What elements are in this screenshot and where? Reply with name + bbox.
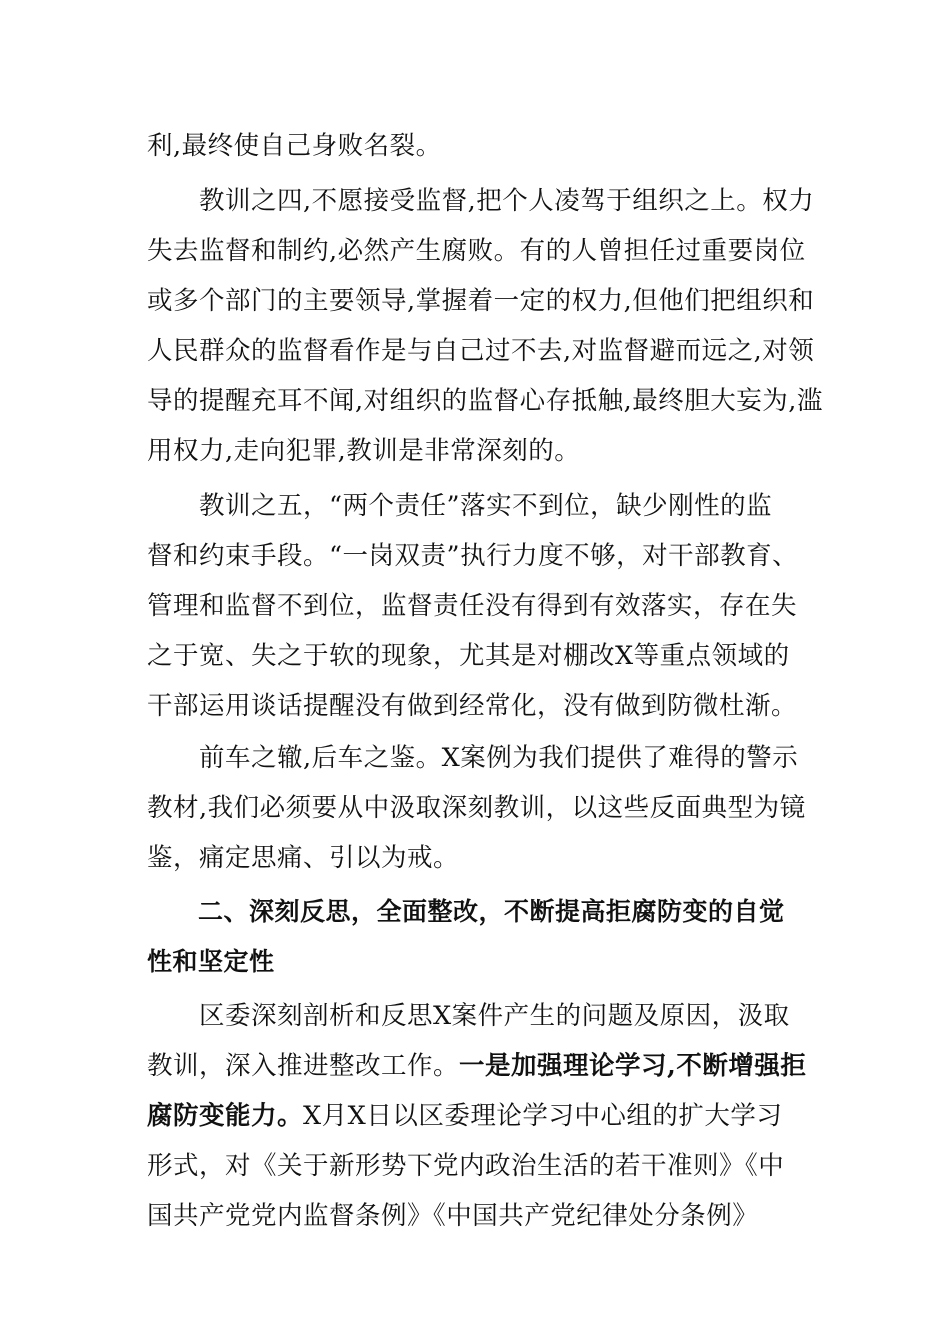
bold-phrase: 腐防变能力。 [147, 1101, 304, 1131]
paragraph-text: 教训，深入推进整改工作。 [147, 1051, 460, 1081]
paragraph-line-20: 国共产党党内监督条例》《中国共产党纪律处分条例》 [147, 1201, 759, 1231]
paragraph-line-15: 鉴，痛定思痛、引以为戒。 [147, 843, 460, 873]
paragraph-line-13: 前车之辙,后车之鉴。X案例为我们提供了难得的警示 [147, 743, 799, 773]
paragraph-line-19: 形式，对《关于新形势下党内政治生活的若干准则》《中 [147, 1151, 785, 1181]
section-heading-line-2: 性和坚定性 [147, 947, 275, 976]
paragraph-text: X月X日以区委理论学习中心组的扩大学习 [303, 1101, 783, 1131]
paragraph-line-1: 利,最终使自己身败名裂。 [147, 131, 442, 161]
paragraph-line-3: 失去监督和制约,必然产生腐败。有的人曾担任过重要岗位 [147, 236, 806, 266]
paragraph-line-17 [147, 1046, 806, 1086]
paragraph-line-11: 之于宽、失之于软的现象，尤其是对棚改X等重点领域的 [147, 641, 790, 671]
paragraph-line-9: 督和约束手段。“一岗双责”执行力度不够，对干部教育、 [147, 541, 799, 571]
paragraph-line-5: 人民群众的监督看作是与自己过不去,对监督避而远之,对领 [147, 336, 815, 366]
paragraph-line-8: 教训之五，“两个责任”落实不到位，缺少刚性的监 [147, 491, 773, 521]
paragraph-line-12: 干部运用谈话提醒没有做到经常化，没有做到防微杜渐。 [147, 691, 798, 721]
paragraph-line-16: 区委深刻剖析和反思X案件产生的问题及原因，汲取 [147, 1001, 790, 1031]
paragraph-line-6: 导的提醒充耳不闻,对组织的监督心存抵触,最终胆大妄为,滥 [147, 386, 823, 416]
bold-phrase: 一是加强理论学习,不断增强拒 [459, 1051, 807, 1081]
paragraph-line-18 [147, 1096, 782, 1136]
paragraph-line-2: 教训之四,不愿接受监督,把个人凌驾于组织之上。权力 [147, 186, 815, 216]
paragraph-line-4: 或多个部门的主要领导,掌握着一定的权力,但他们把组织和 [147, 286, 815, 316]
paragraph-line-10: 管理和监督不到位，监督责任没有得到有效落实，存在失 [147, 591, 798, 621]
paragraph-line-14: 教材,我们必须要从中汲取深刻教训，以这些反面典型为镜 [147, 793, 806, 823]
section-heading-line-1: 二、深刻反思，全面整改，不断提高拒腐防变的自觉 [147, 897, 785, 926]
paragraph-line-7: 用权力,走向犯罪,教训是非常深刻的。 [147, 436, 581, 466]
